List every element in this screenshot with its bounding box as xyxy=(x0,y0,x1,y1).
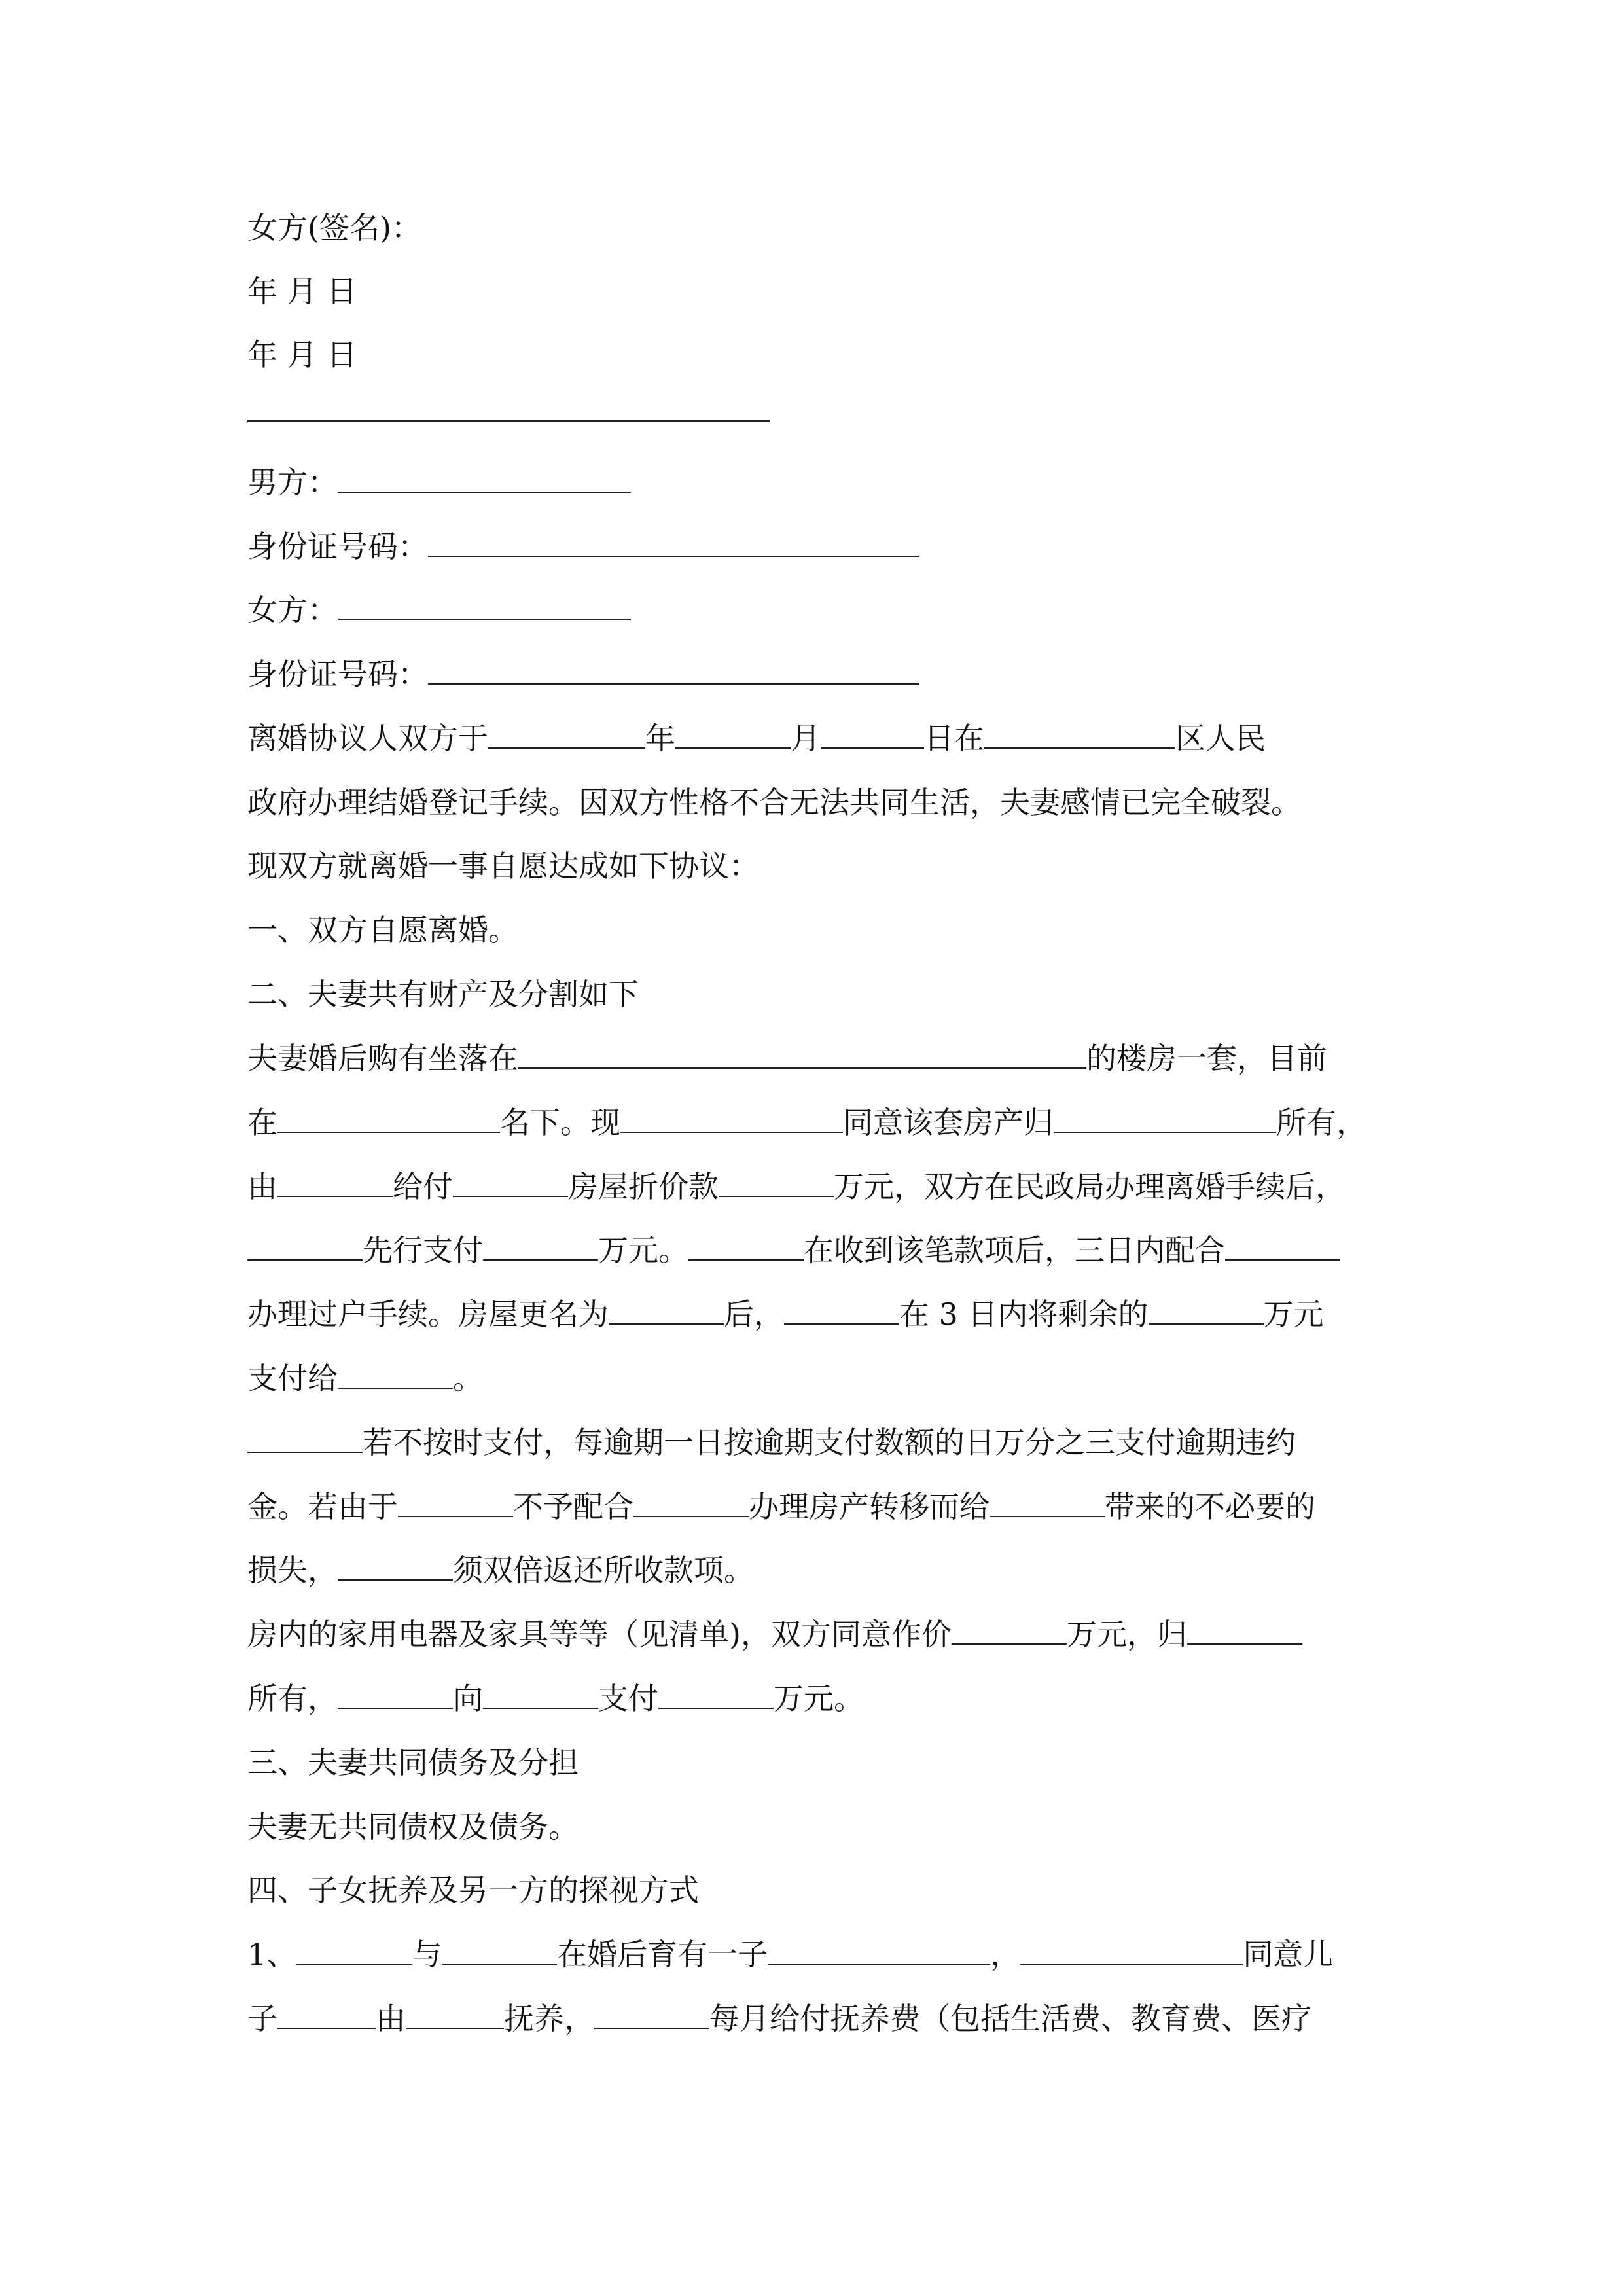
section-3-heading xyxy=(247,1743,579,1782)
property-line-11 xyxy=(247,1679,864,1718)
blank[interactable] xyxy=(277,1167,393,1197)
text: 夫妻无共同债权及债务。 xyxy=(247,1809,579,1844)
text: ， xyxy=(990,1937,1021,1972)
text: 在收到该笔款项后，三日内配合 xyxy=(804,1232,1225,1268)
text: 1、 xyxy=(247,1937,297,1972)
text: 名下。现 xyxy=(500,1105,620,1140)
heading-text: 一、双方自愿离婚。 xyxy=(247,912,518,948)
heading-text: 三、夫妻共同债务及分担 xyxy=(247,1745,579,1780)
text: 金。若由于 xyxy=(247,1489,398,1524)
blank[interactable] xyxy=(483,1230,598,1261)
blank[interactable] xyxy=(719,1167,834,1197)
male-id-label: 身份证号码： xyxy=(247,529,428,564)
text: 若不按时支付，每逾期一日按逾期支付数额的日万分之三支付逾期违约 xyxy=(363,1425,1296,1460)
female-id-line xyxy=(247,655,919,694)
female-id-label: 身份证号码： xyxy=(247,656,428,692)
text: 在 3 日内将剩余的 xyxy=(899,1297,1149,1332)
text: 给付 xyxy=(393,1169,453,1204)
text: 带来的不必要的 xyxy=(1105,1489,1315,1524)
male-label: 男方： xyxy=(247,465,338,500)
blank[interactable] xyxy=(675,719,791,749)
blank[interactable] xyxy=(984,719,1175,749)
text: 离婚协议人双方于 xyxy=(247,721,488,756)
text: 年 xyxy=(645,721,675,756)
text: 每月给付抚养费（包括生活费、教育费、医疗 xyxy=(709,2001,1311,2036)
blank[interactable] xyxy=(442,1935,557,1965)
property-line-6 xyxy=(247,1359,483,1398)
blank[interactable] xyxy=(1054,1103,1276,1133)
property-line-1 xyxy=(247,1039,1327,1078)
blank[interactable] xyxy=(338,1551,453,1581)
female-label: 女方： xyxy=(247,592,338,628)
text: 子 xyxy=(247,2001,277,2036)
blank[interactable] xyxy=(277,1103,500,1133)
property-line-3 xyxy=(247,1167,1346,1206)
text: 现双方就离婚一事自愿达成如下协议： xyxy=(247,848,759,884)
male-name-blank[interactable] xyxy=(338,463,631,493)
signature-date-1 xyxy=(247,272,357,311)
blank[interactable] xyxy=(1020,1935,1243,1965)
blank[interactable] xyxy=(338,1359,453,1389)
blank[interactable] xyxy=(406,1999,504,2029)
text: 万元 xyxy=(1263,1297,1324,1332)
blank[interactable] xyxy=(338,1679,453,1709)
text: 万元，归 xyxy=(1066,1617,1187,1652)
text: 抚养， xyxy=(504,2001,594,2036)
text: 房内的家用电器及家具等等（见清单)，双方同意作价 xyxy=(247,1617,952,1652)
blank[interactable] xyxy=(784,1295,899,1325)
date-text: 年 月 日 xyxy=(247,274,357,309)
blank[interactable] xyxy=(658,1679,774,1709)
text: 与 xyxy=(412,1937,442,1972)
property-line-10 xyxy=(247,1615,1302,1654)
blank[interactable] xyxy=(609,1295,724,1325)
male-id-line xyxy=(247,527,919,566)
text: 月 xyxy=(791,721,821,756)
date-text: 年 月 日 xyxy=(247,337,357,372)
female-signature-label: 女方(签名)： xyxy=(247,210,421,245)
intro-line-2 xyxy=(247,783,1301,822)
blank[interactable] xyxy=(1225,1230,1340,1261)
blank[interactable] xyxy=(488,719,645,749)
separator-rule xyxy=(247,420,770,422)
text: 房屋折价款 xyxy=(568,1169,719,1204)
section-2-heading xyxy=(247,975,639,1014)
text: 政府办理结婚登记手续。因双方性格不合无法共同生活，夫妻感情已完全破裂。 xyxy=(247,785,1301,820)
female-signature-line xyxy=(247,208,421,247)
female-name-blank[interactable] xyxy=(338,590,631,620)
text: 后， xyxy=(724,1297,784,1332)
blank[interactable] xyxy=(821,719,924,749)
blank[interactable] xyxy=(1187,1615,1302,1645)
intro-line-3 xyxy=(247,846,759,886)
blank[interactable] xyxy=(453,1167,568,1197)
blank[interactable] xyxy=(247,1230,363,1261)
text: 不予配合 xyxy=(513,1489,633,1524)
property-line-8 xyxy=(247,1487,1315,1526)
blank[interactable] xyxy=(768,1935,990,1965)
section-3-body xyxy=(247,1807,579,1846)
text: 由 xyxy=(376,2001,406,2036)
property-line-5 xyxy=(247,1295,1324,1334)
text: 区人民 xyxy=(1175,721,1266,756)
blank[interactable] xyxy=(296,1935,412,1965)
blank[interactable] xyxy=(990,1487,1105,1517)
text: 办理过户手续。房屋更名为 xyxy=(247,1297,609,1332)
text: 。 xyxy=(453,1361,483,1396)
blank[interactable] xyxy=(518,1039,1086,1069)
blank[interactable] xyxy=(620,1103,843,1133)
female-id-blank[interactable] xyxy=(428,655,919,685)
text: 夫妻婚后购有坐落在 xyxy=(247,1041,518,1076)
text: 万元。 xyxy=(774,1681,864,1716)
text: 先行支付 xyxy=(363,1232,483,1268)
text: 支付 xyxy=(598,1681,658,1716)
property-line-7 xyxy=(247,1423,1296,1462)
text: 万元，双方在民政局办理离婚手续后， xyxy=(834,1169,1346,1204)
intro-line-1 xyxy=(247,719,1266,758)
heading-text: 四、子女抚养及另一方的探视方式 xyxy=(247,1873,699,1908)
text: 同意该套房产归 xyxy=(843,1105,1054,1140)
text: 日在 xyxy=(924,721,984,756)
property-line-2 xyxy=(247,1103,1366,1142)
blank[interactable] xyxy=(483,1679,598,1709)
text: 支付给 xyxy=(247,1361,338,1396)
blank[interactable] xyxy=(633,1487,749,1517)
blank[interactable] xyxy=(398,1487,513,1517)
signature-date-2 xyxy=(247,335,357,374)
text: 在婚后育有一子 xyxy=(557,1937,768,1972)
text: 由 xyxy=(247,1169,277,1204)
text: 损失， xyxy=(247,1552,338,1588)
blank[interactable] xyxy=(952,1615,1067,1645)
section-4-heading xyxy=(247,1871,699,1910)
section-1-heading xyxy=(247,910,518,950)
text: 办理房产转移而给 xyxy=(749,1489,990,1524)
children-line-1 xyxy=(247,1935,1333,1974)
separator-line xyxy=(247,399,770,438)
blank[interactable] xyxy=(1149,1295,1264,1325)
blank[interactable] xyxy=(688,1230,804,1261)
female-party-line xyxy=(247,590,631,630)
children-line-2 xyxy=(247,1999,1311,2038)
blank[interactable] xyxy=(247,1423,363,1453)
blank[interactable] xyxy=(594,1999,709,2029)
text: 须双倍返还所收款项。 xyxy=(453,1552,754,1588)
heading-text: 二、夫妻共有财产及分割如下 xyxy=(247,977,639,1012)
text: 在 xyxy=(247,1105,277,1140)
text: 向 xyxy=(453,1681,483,1716)
male-party-line xyxy=(247,463,631,502)
property-line-9 xyxy=(247,1551,754,1590)
text: 万元。 xyxy=(598,1232,688,1268)
text: 所有， xyxy=(247,1681,338,1716)
property-line-4 xyxy=(247,1230,1340,1270)
text: 同意儿 xyxy=(1243,1937,1334,1972)
text: 的楼房一套，目前 xyxy=(1086,1041,1327,1076)
text: 所有， xyxy=(1276,1105,1366,1140)
blank[interactable] xyxy=(277,1999,376,2029)
male-id-blank[interactable] xyxy=(428,527,919,557)
